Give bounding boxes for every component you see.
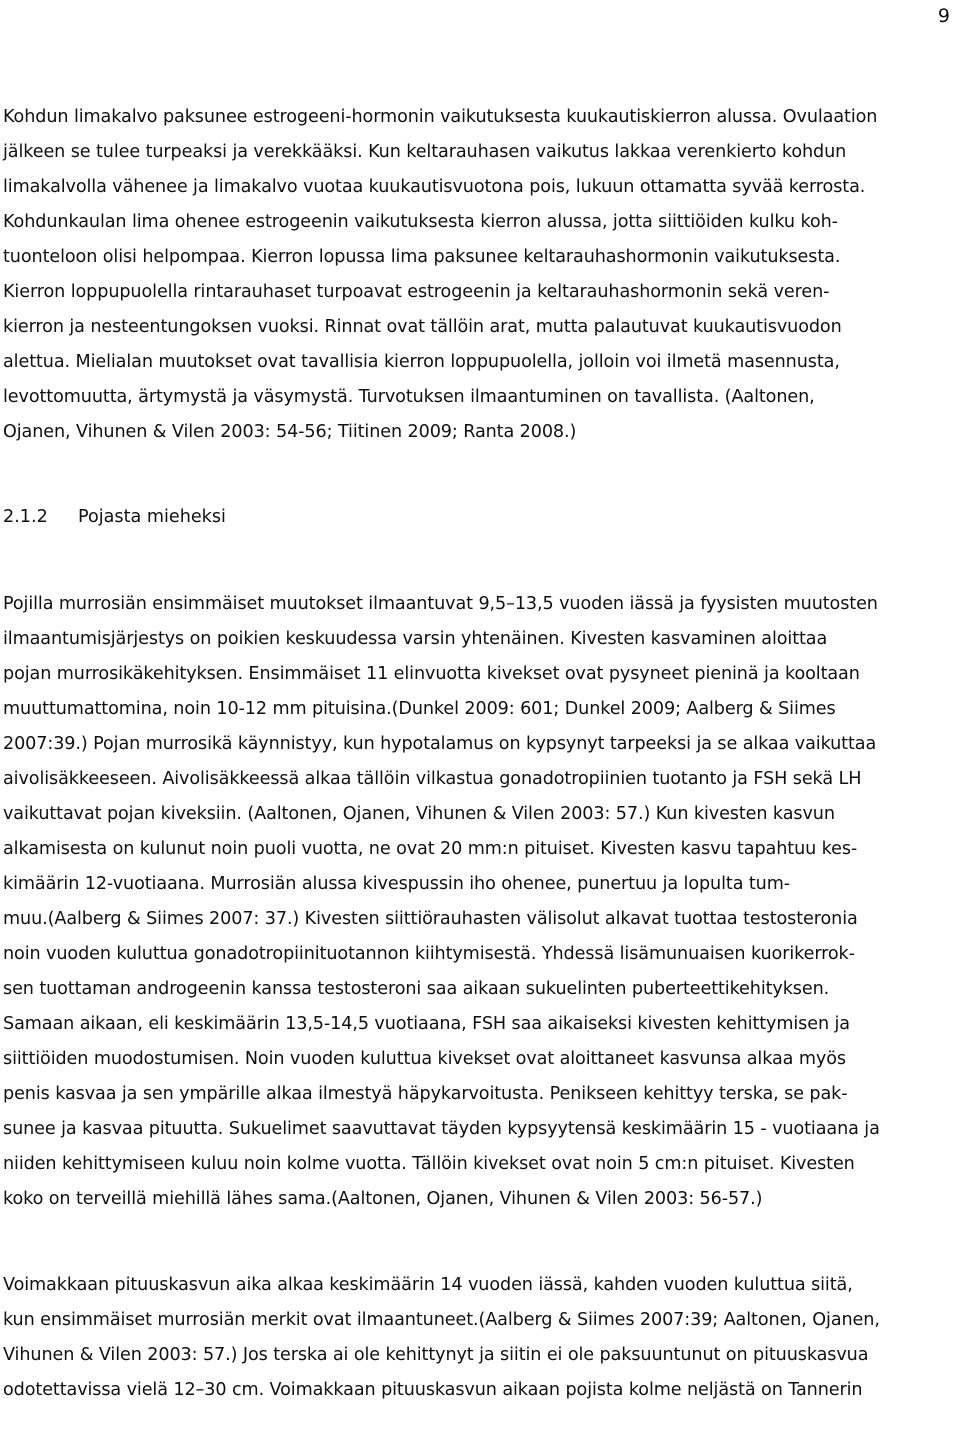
text-line: 2007:39.) Pojan murrosikä käynnistyy, kun hypotalamus on kypsynyt tarpeeksi ja se alkaa vaikuttaa [3,734,877,754]
text-line: niiden kehittymiseen kuluu noin kolme vuotta. Tällöin kivekset ovat noin 5 cm:n pituiset. Kivesten [3,1154,855,1174]
text-line: Samaan aikaan, eli keskimäärin 13,5-14,5 vuotiaana, FSH saa aikaiseksi kivesten kehittymisen ja [3,1014,850,1034]
text-line: levottomuutta, ärtymystä ja väsymystä. Turvotuksen ilmaantuminen on tavallista. (Aaltonen, [3,387,815,407]
text-line: vaikuttavat pojan kiveksiin. (Aaltonen, Ojanen, Vihunen & Vilen 2003: 57.) Kun kivesten kasvun [3,804,835,824]
text-line: ilmaantumisjärjestys on poikien keskuudessa varsin yhtenäinen. Kivesten kasvaminen aloittaa [3,629,828,649]
text-line: tuonteloon olisi helpompaa. Kierron lopussa lima paksunee keltarauhashormonin vaikutuksesta. [3,247,841,267]
text-line: Pojilla murrosiän ensimmäiset muutokset ilmaantuvat 9,5–13,5 vuoden iässä ja fyysisten muutosten [3,594,878,614]
text-line: kierron ja nesteentungoksen vuoksi. Rinnat ovat tällöin arat, mutta palautuvat kuukautisvuodon [3,317,842,337]
text-line: aivolisäkkeeseen. Aivolisäkkeessä alkaa tällöin vilkastua gonadotropiinien tuotanto ja FSH sekä LH [3,769,862,789]
text-line: limakalvolla vähenee ja limakalvo vuotaa kuukautisvuotona pois, lukuun ottamatta syvää kerrosta. [3,177,866,197]
text-line: Voimakkaan pituuskasvun aika alkaa keskimäärin 14 vuoden iässä, kahden vuoden kuluttua siitä, [3,1275,853,1295]
text-line: koko on terveillä miehillä lähes sama.(Aaltonen, Ojanen, Vihunen & Vilen 2003: 56-57.) [3,1189,763,1209]
text-line: kimäärin 12-vuotiaana. Murrosiän alussa kivespussin iho ohenee, punertuu ja lopulta tum- [3,874,790,894]
section-number: 2.1.2 [3,507,48,527]
text-line: Kierron loppupuolella rintarauhaset turpoavat estrogeenin ja keltarauhashormonin sekä veren- [3,282,830,302]
text-line: alettua. Mielialan muutokset ovat tavallisia kierron loppupuolella, jolloin voi ilmetä masennusta, [3,352,840,372]
text-line: odotettavissa vielä 12–30 cm. Voimakkaan pituuskasvun aikaan pojista kolme neljästä on Tannerin [3,1380,863,1400]
section-title: Pojasta mieheksi [78,507,226,527]
text-line: noin vuoden kuluttua gonadotropiinituotannon kiihtymisestä. Yhdessä lisämunuaisen kuorikerrok- [3,944,855,964]
text-line: jälkeen se tulee turpeaksi ja verekkääksi. Kun keltarauhasen vaikutus lakkaa verenkierto kohdun [3,142,847,162]
text-line: muu.(Aalberg & Siimes 2007: 37.) Kivesten siittiörauhasten välisolut alkavat tuottaa testosteronia [3,909,858,929]
text-line: pojan murrosikäkehityksen. Ensimmäiset 11 elinvuotta kivekset ovat pysyneet pieninä ja kooltaan [3,664,860,684]
text-line: Kohdunkaulan lima ohenee estrogeenin vaikutuksesta kierron alussa, jotta siittiöiden kulku koh- [3,212,838,232]
text-line: Ojanen, Vihunen & Vilen 2003: 54-56; Tiitinen 2009; Ranta 2008.) [3,422,577,442]
page-number: 9 [937,5,950,27]
text-line: sen tuottaman androgeenin kanssa testosteroni saa aikaan sukuelinten puberteettikehityksen. [3,979,830,999]
text-line: alkamisesta on kulunut noin puoli vuotta, ne ovat 20 mm:n pituiset. Kivesten kasvu tapahtuu kes- [3,839,858,859]
text-line: Kohdun limakalvo paksunee estrogeeni-hormonin vaikutuksesta kuukautiskierron alussa. Ovulaation [3,107,878,127]
text-line: Vihunen & Vilen 2003: 57.) Jos terska ai ole kehittynyt ja siitin ei ole paksuuntunut on pituuskasvua [3,1345,869,1365]
text-line: penis kasvaa ja sen ympärille alkaa ilmestyä häpykarvoitusta. Penikseen kehittyy terska, se pak- [3,1084,848,1104]
text-line: kun ensimmäiset murrosiän merkit ovat ilmaantuneet.(Aalberg & Siimes 2007:39; Aaltonen, Ojanen, [3,1310,880,1330]
text-line: siittiöiden muodostumisen. Noin vuoden kuluttua kivekset ovat aloittaneet kasvunsa alkaa myös [3,1049,846,1069]
text-line: sunee ja kasvaa pituutta. Sukuelimet saavuttavat täyden kypsyytensä keskimäärin 15 - vuotiaana ja [3,1119,880,1139]
text-line: muuttumattomina, noin 10-12 mm pituisina.(Dunkel 2009: 601; Dunkel 2009; Aalberg & Siimes [3,699,836,719]
